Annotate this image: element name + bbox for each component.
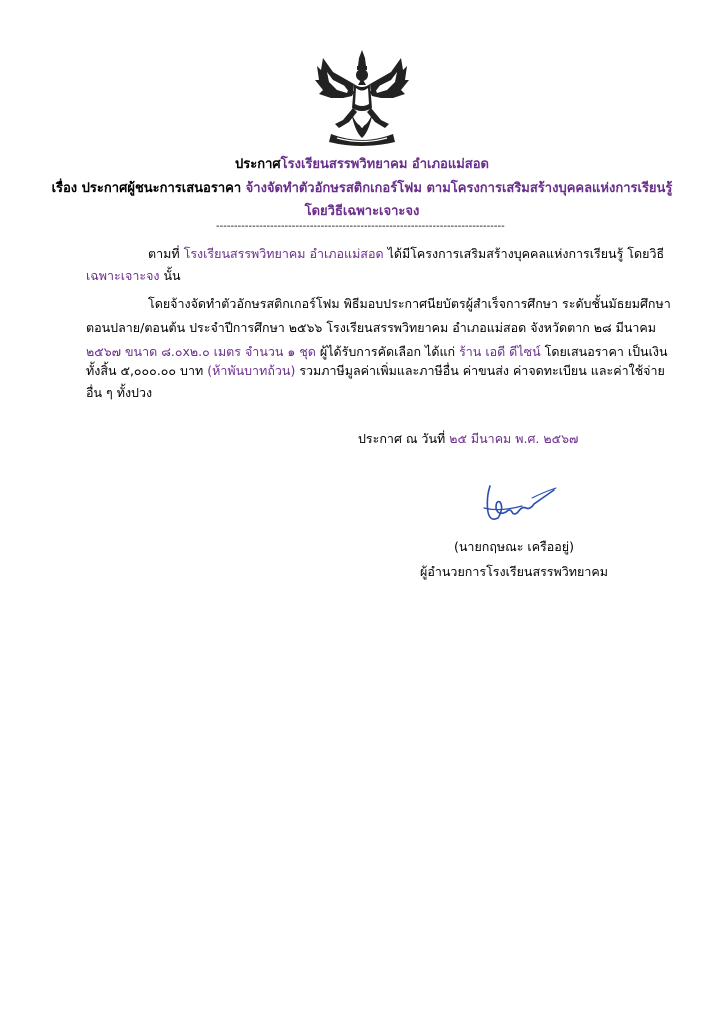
subject-method: โดยวิธีเฉพาะเจาะจง	[304, 204, 420, 219]
paragraph-2-line-2: ตอนปลาย/ตอนต้น ประจำปีการศึกษา ๒๕๖๖ โรงเรียนสรรพวิทยาคม อำเภอแม่สอด จังหวัดตาก ๒๘ มีนาคม	[86, 320, 657, 335]
paragraph-1-line-2	[86, 267, 181, 285]
p2-amount-label: เป็นเงิน	[627, 344, 668, 359]
p2-selected-label: ผู้ได้รับการคัดเลือก ได้แก่	[319, 344, 456, 359]
announcement-prefix: ประกาศ	[235, 157, 281, 172]
paragraph-1-line-1	[148, 245, 664, 263]
p1-text-c: ได้มีโครงการเสริมสร้างบุคคลแห่งการเรียนรู้ โดยวิธี	[387, 246, 665, 261]
divider-line: --------------------------------------------------------------------------------	[216, 221, 505, 232]
announcement-title	[0, 156, 724, 174]
p2-size-quantity: ๒๕๖๗ ขนาด ๘.๐x๒.๐ เมตร จำนวน ๑ ชุด	[86, 344, 316, 359]
announcement-date	[358, 430, 578, 448]
subject-detail: จ้างจัดทำตัวอักษรสติกเกอร์โฟม ตามโครงการเสริมสร้างบุคคลแห่งการเรียนรู้	[245, 181, 673, 196]
p2-winner-name: ร้าน เอดี ดีไซน์	[459, 344, 541, 359]
paragraph-2-line-5: อื่น ๆ ทั้งปวง	[86, 385, 153, 400]
subject-line	[0, 180, 724, 198]
garuda-emblem-icon	[313, 48, 411, 150]
p2-tax-note: รวมภาษีมูลค่าเพิ่มและภาษีอื่น ค่าขนส่ง ค่าจดทะเบียน และค่าใช้จ่าย	[299, 363, 665, 378]
p1-text-a: ตามที่	[148, 246, 180, 261]
p2-offer-label: โดยเสนอราคา	[544, 344, 624, 359]
school-name: โรงเรียนสรรพวิทยาคม อำเภอแม่สอด	[280, 157, 489, 172]
paragraph-2-line-4	[86, 362, 665, 380]
p1-text-e: นั้น	[163, 268, 181, 283]
signer-name: (นายกฤษณะ เครืออยู่)	[454, 539, 574, 554]
p2-amount: ทั้งสิ้น ๕,๐๐๐.๐๐ บาท	[86, 363, 204, 378]
date-value: ๒๕ มีนาคม พ.ศ. ๒๕๖๗	[449, 431, 579, 446]
subject-prefix: เรื่อง ประกาศผู้ชนะการเสนอราคา	[51, 181, 242, 196]
date-prefix: ประกาศ ณ วันที่	[358, 431, 446, 446]
paragraph-2-line-3	[86, 343, 668, 361]
paragraph-2-line-1: โดยจ้างจัดทำตัวอักษรสติกเกอร์โฟม พิธีมอบประกาศนียบัตรผู้สำเร็จการศึกษา ระดับชั้นมัธยมศึกษา	[148, 296, 671, 311]
signer-title: ผู้อำนวยการโรงเรียนสรรพวิทยาคม	[420, 564, 608, 579]
p1-school: โรงเรียนสรรพวิทยาคม อำเภอแม่สอด	[183, 246, 384, 261]
p1-method: เฉพาะเจาะจง	[86, 268, 160, 283]
p2-amount-words: (ห้าพันบาทถ้วน)	[207, 363, 296, 378]
signature-image	[470, 478, 560, 532]
